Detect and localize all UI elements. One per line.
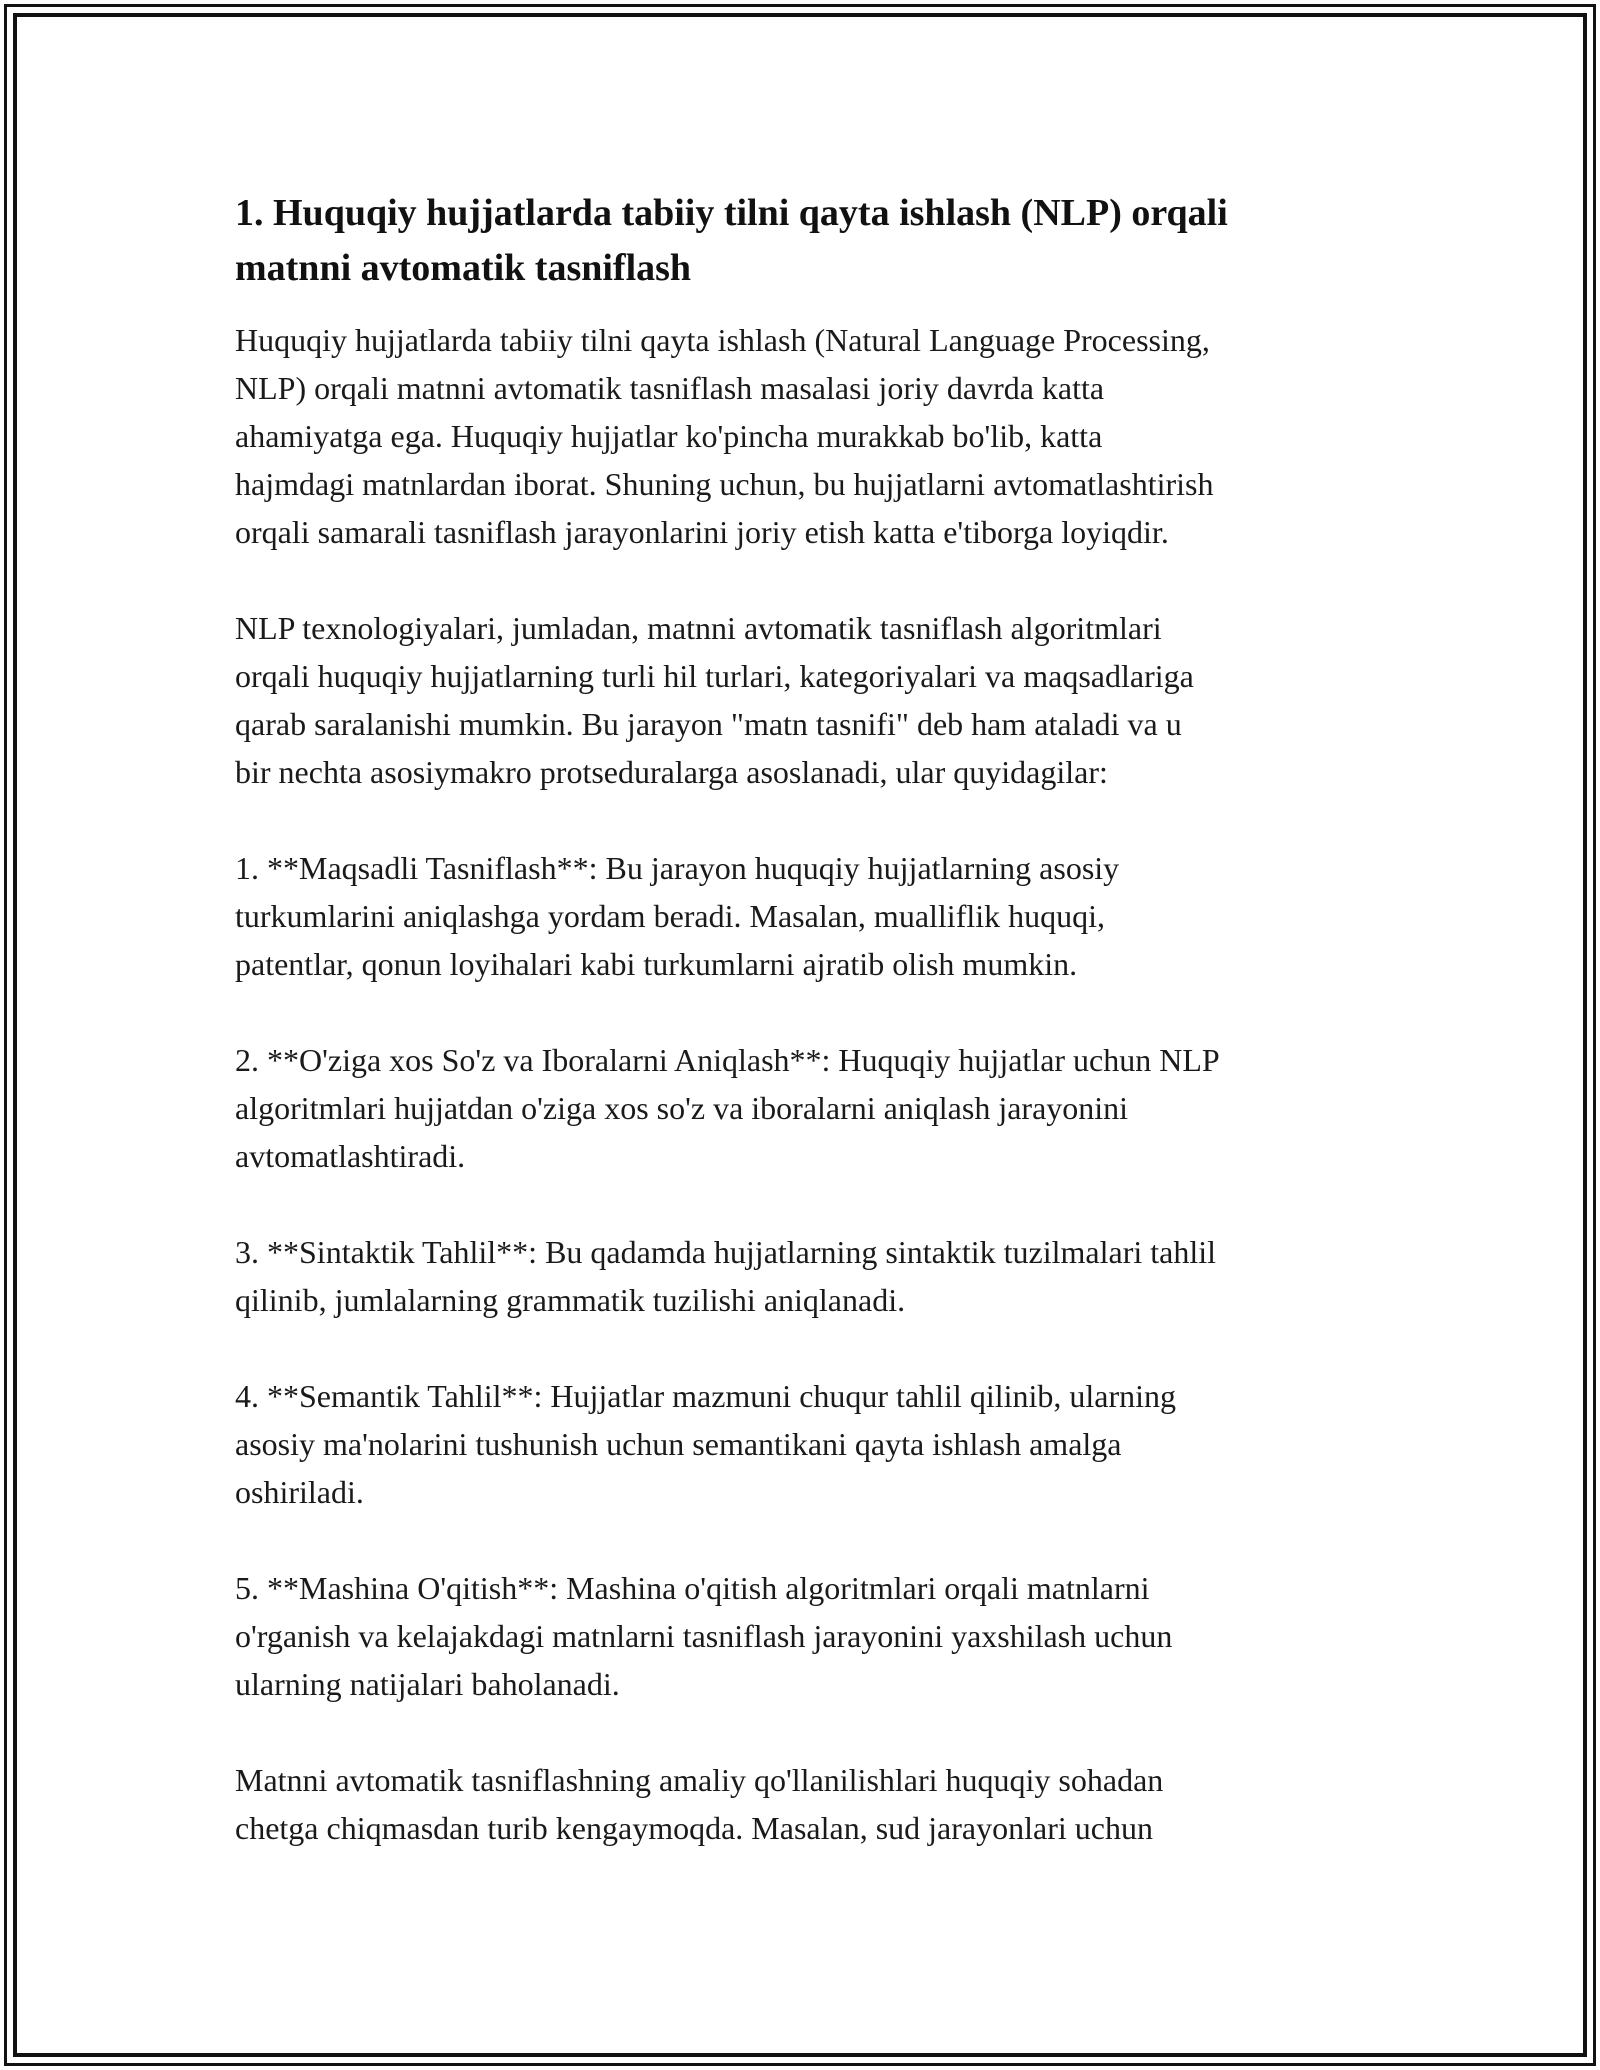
list-item-1: 1. **Maqsadli Tasniflash**: Bu jarayon huquqiy hujjatlarning asosiy turkumlarini aniqlashga yordam beradi. Masalan, mualliflik huquqi, patentlar, qonun loyihalari kabi turkumlarni ajratib olish mumkin. <box>235 850 1120 982</box>
paragraph-nlp-technologies: NLP texnologiyalari, jumladan, matnni avtomatik tasniflash algoritmlari orqali huquqiy hujjatlarning turli hil turlari, kategoriyalari va maqsadlariga qarab saralanishi mumkin. Bu jarayon "matn tasnifi" deb ham ataladi va u bir nechta asosiymakro protseduralarga asoslanadi, ular quyidagilar: <box>235 610 1194 790</box>
paragraph-intro: Huquqiy hujjatlarda tabiiy tilni qayta ishlash (Natural Language Processing, NLP) orqali matnni avtomatik tasniflash masalasi joriy davrda katta ahamiyatga ega. Huquqiy hujjatlar ko'pincha murakkab bo'lib, katta hajmdagi matnlardan iborat. Shuning uchun, bu hujjatlarni avtomatlashtirish orqali samarali tasniflash jarayonlarini joriy etish katta e'tiborga loyiqdir. <box>235 322 1214 550</box>
list-item-4: 4. **Semantik Tahlil**: Hujjatlar mazmuni chuqur tahlil qilinib, ularning asosiy ma'nolarini tushunish uchun semantikani qayta ishlash amalga oshiriladi. <box>235 1378 1177 1510</box>
document-body <box>235 186 1375 1852</box>
list-item-5: 5. **Mashina O'qitish**: Mashina o'qitish algoritmlari orqali matnlarni o'rganish va kelajakdagi matnlarni tasniflash jarayonini yaxshilash uchun ularning natijalari baholanadi. <box>235 1570 1173 1702</box>
list-item-3: 3. **Sintaktik Tahlil**: Bu qadamda hujjatlarning sintaktik tuzilmalari tahlil qilinib, jumlalarning grammatik tuzilishi aniqlanadi. <box>235 1234 1217 1318</box>
list-item-2: 2. **O'ziga xos So'z va Iboralarni Aniqlash**: Huquqiy hujjatlar uchun NLP algoritmlari hujjatdan o'ziga xos so'z va iboralarni aniqlash jarayonini avtomatlashtiradi. <box>235 1042 1220 1174</box>
paragraph-applications: Matnni avtomatik tasniflashning amaliy qo'llanilishlari huquqiy sohadan chetga chiqmasdan turib kengaymoqda. Masalan, sud jarayonlari uchun <box>235 1762 1164 1846</box>
section-heading: 1. Huquqiy hujjatlarda tabiiy tilni qayta ishlash (NLP) orqali matnni avtomatik tasniflash <box>235 192 1228 289</box>
